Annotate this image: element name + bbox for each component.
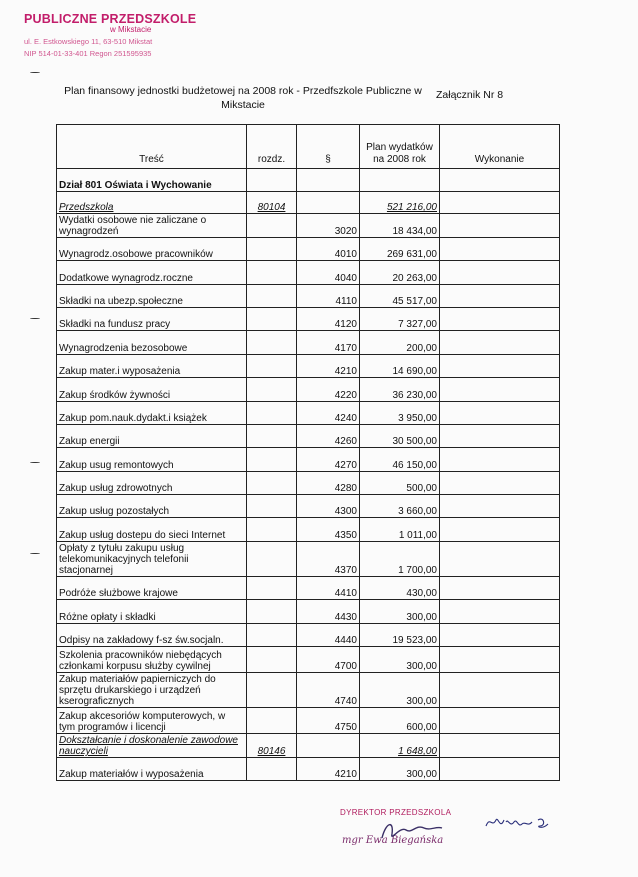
row-plan: 521 216,00 xyxy=(360,192,440,214)
row-plan: 1 011,00 xyxy=(360,518,440,541)
row-rozdz xyxy=(247,331,297,354)
row-name: Zakup usług zdrowotnych xyxy=(57,471,247,494)
row-name: Odpisy na zakładowy f-sz św.socjaln. xyxy=(57,623,247,646)
row-paragraph xyxy=(297,192,360,214)
margin-mark xyxy=(30,553,40,554)
row-rozdz xyxy=(247,237,297,260)
row-exec xyxy=(440,673,560,708)
column-header-paragraph: § xyxy=(297,125,360,169)
row-plan: 36 230,00 xyxy=(360,378,440,401)
row-paragraph: 4410 xyxy=(297,576,360,599)
table-row xyxy=(57,192,560,214)
row-rozdz xyxy=(247,647,297,673)
row-name: Dokształcanie i doskonalenie zawodowe nauczycieli xyxy=(57,734,247,758)
table-row xyxy=(57,758,560,781)
row-rozdz xyxy=(247,600,297,623)
director-signature-stamp xyxy=(340,808,480,846)
row-plan: 19 523,00 xyxy=(360,623,440,646)
table-row xyxy=(57,734,560,758)
table-row xyxy=(57,307,560,330)
row-rozdz xyxy=(247,673,297,708)
table-row xyxy=(57,623,560,646)
handwritten-initials-icon xyxy=(484,812,554,834)
column-header-rozdz: rozdz. xyxy=(247,125,297,169)
table-row xyxy=(57,331,560,354)
table-row xyxy=(57,673,560,708)
column-header-plan: Plan wydatków na 2008 rok xyxy=(360,125,440,169)
row-name: Wynagrodz.osobowe pracowników xyxy=(57,237,247,260)
row-paragraph: 4010 xyxy=(297,237,360,260)
row-rozdz xyxy=(247,495,297,518)
row-name: Składki na ubezp.społeczne xyxy=(57,284,247,307)
row-plan: 1 648,00 xyxy=(360,734,440,758)
margin-mark xyxy=(30,462,40,463)
table-row xyxy=(57,708,560,734)
table-header-row xyxy=(57,125,560,169)
row-exec xyxy=(440,307,560,330)
row-exec xyxy=(440,647,560,673)
row-rozdz xyxy=(247,401,297,424)
row-paragraph: 3020 xyxy=(297,214,360,237)
row-name: Zakup akcesoriów komputerowych, w tym programów i licencji xyxy=(57,708,247,734)
row-name: Wydatki osobowe nie zaliczane o wynagrodzeń xyxy=(57,214,247,237)
table-row xyxy=(57,541,560,576)
row-exec xyxy=(440,214,560,237)
row-paragraph: 4750 xyxy=(297,708,360,734)
table-row xyxy=(57,354,560,377)
row-rozdz xyxy=(247,541,297,576)
table-row xyxy=(57,424,560,447)
row-exec xyxy=(440,401,560,424)
row-rozdz xyxy=(247,284,297,307)
row-exec xyxy=(440,541,560,576)
row-exec xyxy=(440,518,560,541)
table-row xyxy=(57,261,560,284)
school-stamp xyxy=(24,12,196,58)
row-paragraph: 4040 xyxy=(297,261,360,284)
row-exec xyxy=(440,495,560,518)
row-name: Podróże służbowe krajowe xyxy=(57,576,247,599)
row-name: Zakup mater.i wyposażenia xyxy=(57,354,247,377)
row-paragraph: 4740 xyxy=(297,673,360,708)
row-name: Zakup pom.nauk.dydakt.i książek xyxy=(57,401,247,424)
table-row xyxy=(57,576,560,599)
stamp-line-1: PUBLICZNE PRZEDSZKOLE xyxy=(24,12,197,26)
row-paragraph: 4260 xyxy=(297,424,360,447)
row-paragraph: 4210 xyxy=(297,354,360,377)
row-paragraph: 4270 xyxy=(297,448,360,471)
section-title: Dział 801 Oświata i Wychowanie xyxy=(57,169,247,192)
row-rozdz xyxy=(247,354,297,377)
margin-mark xyxy=(30,72,40,73)
row-name: Dodatkowe wynagrodz.roczne xyxy=(57,261,247,284)
row-exec xyxy=(440,600,560,623)
row-name: Wynagrodzenia bezosobowe xyxy=(57,331,247,354)
row-paragraph xyxy=(297,734,360,758)
margin-mark xyxy=(30,318,40,319)
table-row xyxy=(57,518,560,541)
row-name: Zakup usług pozostałych xyxy=(57,495,247,518)
row-plan: 430,00 xyxy=(360,576,440,599)
row-plan: 269 631,00 xyxy=(360,237,440,260)
row-paragraph: 4170 xyxy=(297,331,360,354)
section-row xyxy=(57,169,560,192)
row-rozdz xyxy=(247,378,297,401)
row-paragraph: 4350 xyxy=(297,518,360,541)
row-plan: 3 660,00 xyxy=(360,495,440,518)
table-row xyxy=(57,495,560,518)
row-name: Zakup usług dostepu do sieci Internet xyxy=(57,518,247,541)
row-rozdz xyxy=(247,576,297,599)
row-rozdz xyxy=(247,623,297,646)
row-paragraph: 4430 xyxy=(297,600,360,623)
row-paragraph: 4370 xyxy=(297,541,360,576)
row-paragraph: 4440 xyxy=(297,623,360,646)
row-paragraph: 4110 xyxy=(297,284,360,307)
row-name: Przedszkola xyxy=(57,192,247,214)
row-exec xyxy=(440,448,560,471)
row-paragraph: 4700 xyxy=(297,647,360,673)
row-name: Zakup materiałów papierniczych do sprzętu drukarskiego i urządzeń kserograficznych xyxy=(57,673,247,708)
row-plan: 1 700,00 xyxy=(360,541,440,576)
document-title: Plan finansowy jednostki budżetowej na 2008 rok - Przedfszkole Publiczne w Mikstacie xyxy=(64,85,422,111)
row-paragraph: 4120 xyxy=(297,307,360,330)
row-paragraph: 4210 xyxy=(297,758,360,781)
row-exec xyxy=(440,734,560,758)
stamp-line-3: ul. E. Estkowskiego 11, 63-510 Mikstat xyxy=(24,37,153,46)
row-exec xyxy=(440,284,560,307)
table-row xyxy=(57,448,560,471)
row-paragraph: 4240 xyxy=(297,401,360,424)
table-row xyxy=(57,378,560,401)
row-plan: 600,00 xyxy=(360,708,440,734)
row-name: Zakup usug remontowych xyxy=(57,448,247,471)
row-rozdz xyxy=(247,448,297,471)
row-plan: 30 500,00 xyxy=(360,424,440,447)
row-rozdz xyxy=(247,758,297,781)
row-rozdz xyxy=(247,307,297,330)
row-name: Zakup środków żywności xyxy=(57,378,247,401)
row-name: Opłaty z tytułu zakupu usług telekomunikacyjnych telefonii stacjonarnej xyxy=(57,541,247,576)
signature-stamp-title: DYREKTOR PRZEDSZKOLA xyxy=(340,808,452,817)
row-paragraph: 4280 xyxy=(297,471,360,494)
row-paragraph: 4220 xyxy=(297,378,360,401)
row-rozdz xyxy=(247,261,297,284)
row-plan: 300,00 xyxy=(360,600,440,623)
stamp-line-2: w Mikstacie xyxy=(110,25,152,34)
stamp-line-4: NIP 514-01-33-401 Regon 251595935 xyxy=(24,49,152,58)
table-row xyxy=(57,401,560,424)
signature-scribble-icon xyxy=(376,816,446,844)
row-rozdz xyxy=(247,518,297,541)
row-plan: 500,00 xyxy=(360,471,440,494)
row-rozdz: 80104 xyxy=(247,192,297,214)
row-exec xyxy=(440,758,560,781)
table-row xyxy=(57,600,560,623)
table-row xyxy=(57,214,560,237)
table-row xyxy=(57,647,560,673)
row-plan: 46 150,00 xyxy=(360,448,440,471)
row-plan: 18 434,00 xyxy=(360,214,440,237)
row-plan: 45 517,00 xyxy=(360,284,440,307)
row-name: Składki na fundusz pracy xyxy=(57,307,247,330)
table-row xyxy=(57,237,560,260)
annex-label: Załącznik Nr 8 xyxy=(436,89,504,101)
row-exec xyxy=(440,576,560,599)
table-row xyxy=(57,284,560,307)
row-rozdz xyxy=(247,214,297,237)
row-plan: 200,00 xyxy=(360,331,440,354)
row-rozdz xyxy=(247,708,297,734)
row-plan: 300,00 xyxy=(360,647,440,673)
row-plan: 3 950,00 xyxy=(360,401,440,424)
row-exec xyxy=(440,471,560,494)
row-exec xyxy=(440,708,560,734)
row-exec xyxy=(440,192,560,214)
row-exec xyxy=(440,354,560,377)
row-rozdz xyxy=(247,424,297,447)
row-name: Szkolenia pracowników niebędących członkami korpusu służby cywilnej xyxy=(57,647,247,673)
row-rozdz xyxy=(247,471,297,494)
row-name: Różne opłaty i składki xyxy=(57,600,247,623)
column-header-tresc: Treść xyxy=(57,125,247,169)
row-exec xyxy=(440,237,560,260)
row-rozdz: 80146 xyxy=(247,734,297,758)
row-exec xyxy=(440,424,560,447)
column-header-wykonanie: Wykonanie xyxy=(440,125,560,169)
budget-table xyxy=(56,124,560,781)
row-exec xyxy=(440,623,560,646)
row-name: Zakup materiałów i wyposażenia xyxy=(57,758,247,781)
row-plan: 300,00 xyxy=(360,758,440,781)
row-exec xyxy=(440,261,560,284)
row-name: Zakup energii xyxy=(57,424,247,447)
signature-stamp-name: mgr Ewa Biegańska xyxy=(342,835,444,846)
table-row xyxy=(57,471,560,494)
row-paragraph: 4300 xyxy=(297,495,360,518)
row-plan: 7 327,00 xyxy=(360,307,440,330)
row-plan: 300,00 xyxy=(360,673,440,708)
row-plan: 14 690,00 xyxy=(360,354,440,377)
row-exec xyxy=(440,331,560,354)
row-exec xyxy=(440,378,560,401)
row-plan: 20 263,00 xyxy=(360,261,440,284)
